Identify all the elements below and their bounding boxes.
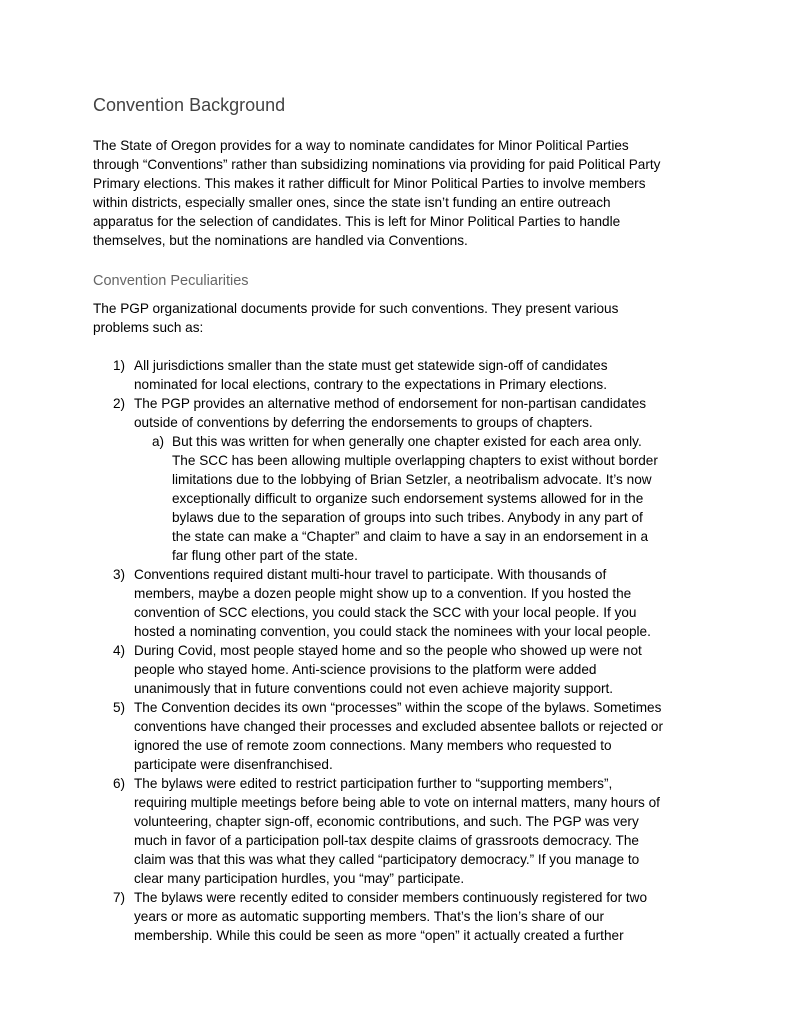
list-item — [93, 356, 733, 394]
lead-paragraph — [93, 299, 733, 337]
sub-list-item — [93, 432, 733, 565]
text-line: through “Conventions” rather than subsidizing nominations via providing for paid Political Party — [93, 157, 661, 172]
list-item — [93, 565, 733, 641]
text-line: The State of Oregon provides for a way to nominate candidates for Minor Political Parties — [93, 138, 629, 153]
text-line: The bylaws were recently edited to consider members continuously registered for two — [134, 890, 648, 905]
list-number: 6) — [113, 776, 126, 791]
text-line: conventions have changed their processes and excluded absentee ballots or rejected or — [134, 719, 663, 734]
heading-convention-background: Convention Background — [93, 95, 286, 115]
text-line: years or more as automatic supporting members. That’s the lion’s share of our — [134, 909, 604, 924]
list-item — [93, 698, 733, 774]
document-page — [93, 93, 733, 945]
text-line: people who stayed home. Anti-science provisions to the platform were added — [134, 662, 597, 677]
text-line: clear many participation hurdles, you “may” participate. — [134, 871, 465, 886]
list-item — [93, 641, 733, 698]
list-number: 3) — [113, 567, 126, 582]
text-line: apparatus for the selection of candidates. This is left for Minor Political Parties to handle — [93, 214, 621, 229]
text-line: within districts, especially smaller ones, since the state isn’t funding an entire outreach — [93, 195, 611, 210]
text-line: far flung other part of the state. — [172, 548, 358, 563]
text-line: hosted a nominating convention, you could stack the nominees with your local people. — [134, 624, 651, 639]
text-line: But this was written for when generally one chapter existed for each area only. — [172, 434, 642, 449]
intro-paragraph — [93, 136, 733, 250]
text-line: members, maybe a dozen people might show up to a convention. If you hosted the — [134, 586, 632, 601]
text-line: limitations due to the lobbying of Brian Setzler, a neotribalism advocate. It’s now — [172, 472, 652, 487]
list-number: 4) — [113, 643, 126, 658]
text-line: unanimously that in future conventions could not even achieve majority support. — [134, 681, 614, 696]
list-item — [93, 888, 733, 945]
subheading-convention-peculiarities: Convention Peculiarities — [93, 273, 249, 289]
text-line: Conventions required distant multi-hour travel to participate. With thousands of — [134, 567, 607, 582]
sub-list-letter: a) — [152, 434, 165, 449]
text-line: ignored the use of remote zoom connections. Many members who requested to — [134, 738, 612, 753]
text-line: volunteering, chapter sign-off, economic contributions, and such. The PGP was very — [134, 814, 639, 829]
text-line: The Convention decides its own “processes” within the scope of the bylaws. Sometimes — [134, 700, 662, 715]
text-line: themselves, but the nominations are handled via Conventions. — [93, 233, 468, 248]
list-number: 1) — [113, 358, 126, 373]
list-item — [93, 774, 733, 888]
text-line: The PGP provides an alternative method of endorsement for non-partisan candidates — [134, 396, 647, 411]
numbered-list — [93, 356, 733, 945]
list-number: 2) — [113, 396, 126, 411]
text-line: membership. While this could be seen as more “open” it actually created a further — [134, 928, 624, 943]
text-line: Primary elections. This makes it rather difficult for Minor Political Parties to involve members — [93, 176, 646, 191]
text-line: requiring multiple meetings before being able to vote on internal matters, many hours of — [134, 795, 660, 810]
text-line: The PGP organizational documents provide for such conventions. They present various — [93, 301, 619, 316]
text-line: nominated for local elections, contrary to the expectations in Primary elections. — [134, 377, 607, 392]
text-line: bylaws due to the separation of groups into such tribes. Anybody in any part of — [172, 510, 643, 525]
list-number: 7) — [113, 890, 126, 905]
text-line: problems such as: — [93, 320, 204, 335]
text-line: convention of SCC elections, you could stack the SCC with your local people. If you — [134, 605, 637, 620]
list-item — [93, 394, 733, 432]
text-line: The SCC has been allowing multiple overlapping chapters to exist without border — [172, 453, 658, 468]
text-line: exceptionally difficult to organize such endorsement systems allowed for in the — [172, 491, 644, 506]
text-line: The bylaws were edited to restrict participation further to “supporting members”, — [134, 776, 613, 791]
text-line: outside of conventions by deferring the endorsements to groups of chapters. — [134, 415, 593, 430]
list-number: 5) — [113, 700, 126, 715]
text-line: During Covid, most people stayed home and so the people who showed up were not — [134, 643, 642, 658]
text-line: much in favor of a participation poll-tax despite claims of grassroots democracy. The — [134, 833, 639, 848]
text-line: All jurisdictions smaller than the state must get statewide sign-off of candidates — [134, 358, 608, 373]
text-line: the state can make a “Chapter” and claim to have a say in an endorsement in a — [172, 529, 649, 544]
text-line: claim was that this was what they called “participatory democracy.” If you manage to — [134, 852, 640, 867]
text-line: participate were disenfranchised. — [134, 757, 333, 772]
